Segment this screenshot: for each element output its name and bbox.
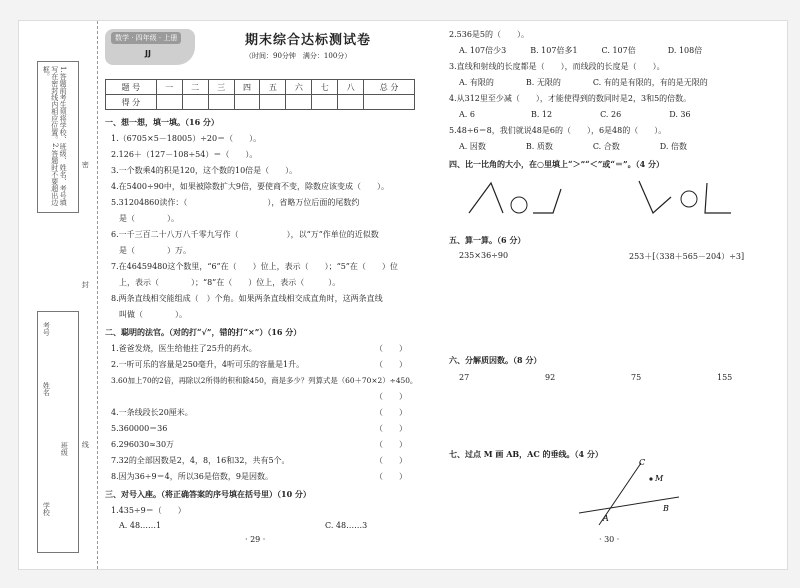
score-cell: 四: [234, 80, 260, 95]
question-text: 1.爸爸发烧，医生给他拄了25升的药水。: [111, 344, 257, 353]
grade-ribbon: [105, 29, 195, 65]
sec1-heading: 一、想一想，填一填。（16 分）: [105, 117, 219, 127]
score-cell: 八: [338, 80, 364, 95]
question-text: 是（ ）。: [119, 214, 179, 223]
sec6-heading: 六、分解质因数。（8 分）: [449, 355, 542, 365]
option-row: A. 因数 B. 质数 C. 合数 D. 倍数: [459, 142, 687, 151]
question-text: 7.32的全部因数是2，4，8，16和32，共有5个。: [111, 456, 290, 465]
score-cell: 六: [286, 80, 312, 95]
left-column: [105, 25, 418, 545]
score-input[interactable]: [182, 95, 208, 110]
score-input[interactable]: [208, 95, 234, 110]
school-label: 学校: [42, 502, 51, 516]
ribbon-label: 数学 · 四年级 · 上册: [111, 32, 181, 44]
question-text: 1.435÷9＝（ ）: [111, 506, 186, 515]
question-text: 5.48÷6＝8，我们就说48是6的（ ），6是48的（ ）。: [449, 126, 667, 135]
notice-box: [37, 61, 79, 213]
label-a: A: [603, 514, 609, 523]
question-text: 5.360000＝36: [111, 424, 168, 433]
question-text: 上，表示（ ）；“8”在（ ）位上，表示（ ）。: [119, 278, 341, 287]
question-text: 4.从312里至少减（ ），才能使得到的数同时是2，3和5的倍数。: [449, 94, 692, 103]
question-text: 6.一千三百二十八万八千零九写作（ ），以“万”作单位的近似数: [111, 230, 379, 239]
xian-mark: 线: [81, 441, 90, 448]
score-cell: 得 分: [106, 95, 157, 110]
class-label: 班级: [60, 442, 69, 456]
score-cell: 七: [312, 80, 338, 95]
label-m: M: [655, 474, 664, 483]
sec5-heading: 五、算一算。（6 分）: [449, 235, 526, 245]
exam-subtitle: （时间：90分钟 满分：100分）: [245, 52, 352, 60]
answer-paren[interactable]: （ ）: [375, 472, 407, 481]
sec7-heading: 七、过点 M 画 AB，AC 的垂线。（4 分）: [449, 449, 603, 459]
question-text: 8.两条直线相交能组成（ ）个角。如果两条直线相交成直角时，这两条直线: [111, 294, 383, 303]
question-text: 是（ ）万。: [119, 246, 191, 255]
option-row: A. 有限的 B. 无限的 C. 有的是有限的，有的是无限的: [459, 78, 708, 87]
score-input[interactable]: [338, 95, 364, 110]
factor-number: 75: [631, 373, 642, 382]
score-input[interactable]: [364, 95, 415, 110]
question-text: 2.一听可乐的容量是250毫升，4听可乐的容量是1升。: [111, 360, 305, 369]
compare-circle[interactable]: [511, 197, 527, 213]
score-cell: 题 号: [106, 80, 157, 95]
compare-circle[interactable]: [681, 191, 697, 207]
option-row: A. 107倍少3 B. 107倍多1 C. 107倍 D. 108倍: [459, 46, 703, 55]
score-input[interactable]: [286, 95, 312, 110]
score-value-row: [106, 95, 415, 110]
score-input[interactable]: [312, 95, 338, 110]
question-text: 3.直线和射线的长度都是（ ），而线段的长度是（ ）。: [449, 62, 665, 71]
label-c: C: [639, 458, 646, 467]
factor-number: 92: [545, 373, 556, 382]
score-cell: 总 分: [364, 80, 415, 95]
sec4-heading: 四、比一比角的大小，在○里填上“＞”“＜”或“＝”。（4 分）: [449, 159, 664, 169]
sec2-heading: 二、聪明的法官。（对的打“√”，错的打“×”）（16 分）: [105, 327, 302, 337]
answer-paren[interactable]: （ ）: [375, 344, 407, 353]
expression-2: 253＋[（338＋565－204）÷3]: [629, 252, 745, 261]
score-cell: 五: [260, 80, 286, 95]
feng-mark: 封: [81, 281, 90, 288]
answer-paren[interactable]: （ ）: [375, 360, 407, 369]
label-b: B: [663, 504, 669, 513]
right-column: [449, 25, 779, 545]
question-text: 6.296030≈30万: [111, 440, 175, 449]
score-cell: 一: [156, 80, 182, 95]
ribbon-code: JJ: [145, 49, 151, 58]
score-cell: 三: [208, 80, 234, 95]
option-c: C. 48……3: [325, 521, 368, 530]
score-cell: 二: [182, 80, 208, 95]
factor-number: 27: [459, 373, 470, 382]
question-text: 5.31204860读作：（ ），省略万位后面的尾数约: [111, 198, 360, 207]
student-info-box: [37, 311, 79, 553]
score-input[interactable]: [156, 95, 182, 110]
exam-title: 期末综合达标测试卷: [245, 33, 372, 48]
expression-1: 235×36÷90: [459, 251, 509, 260]
question-text: 7.在46459480这个数里，“6”在（ ）位上，表示（ ）；“5”在（ ）位: [111, 262, 398, 271]
answer-paren[interactable]: （ ）: [375, 440, 407, 449]
page-number-right: · 30 ·: [599, 535, 620, 544]
id-label: 考号: [42, 322, 51, 336]
question-text: 2.536是5的（ ）。: [449, 30, 529, 39]
question-text: 4.在5400÷90中，如果被除数扩大9倍，要使商不变，除数应该变成（ ）。: [111, 182, 389, 191]
seal-mark: 密: [81, 161, 90, 168]
angle-comparison-figure: [449, 175, 779, 225]
score-input[interactable]: [260, 95, 286, 110]
score-table: [105, 79, 415, 110]
option-a: A. 48……1: [119, 521, 162, 530]
question-text: 4.一条线段长20厘米。: [111, 408, 193, 417]
question-text: 3.60加上70的2倍，再除以2所得的积和除450，商是多少？列算式是（60＋70×2）÷450。: [111, 376, 418, 385]
score-header-row: [106, 80, 415, 95]
question-text: 叫做（ ）。: [119, 310, 187, 319]
binding-strip: [19, 21, 98, 569]
perpendicular-figure: [569, 457, 689, 527]
question-text: 2.126＋（127－108÷54）＝（ ）。: [111, 150, 258, 159]
name-label: 姓名: [42, 382, 51, 396]
question-text: 3.一个数乘4的积是120，这个数的10倍是（ ）。: [111, 166, 298, 175]
exam-sheet: [18, 20, 788, 570]
notice-text: 1.答题前考生须将学校、班级、姓名、考号填写在密封线内相应位置。2.答题时不要超出边框。: [42, 66, 68, 206]
option-row: A. 6 B. 12 C. 26 D. 36: [459, 110, 691, 119]
answer-paren[interactable]: （ ）: [375, 408, 407, 417]
sec3-heading: 三、对号入座。（将正确答案的序号填在括号里）（10 分）: [105, 489, 311, 499]
answer-paren[interactable]: （ ）: [375, 424, 407, 433]
question-text: 8.因为36÷9＝4，所以36是倍数，9是因数。: [111, 472, 273, 481]
answer-paren[interactable]: （ ）: [375, 392, 407, 401]
answer-paren[interactable]: （ ）: [375, 456, 407, 465]
factor-number: 155: [717, 373, 733, 382]
question-text: 1.（6705×5－18005）÷20＝（ ）。: [111, 134, 262, 143]
score-input[interactable]: [234, 95, 260, 110]
page-number-left: · 29 ·: [245, 535, 266, 544]
